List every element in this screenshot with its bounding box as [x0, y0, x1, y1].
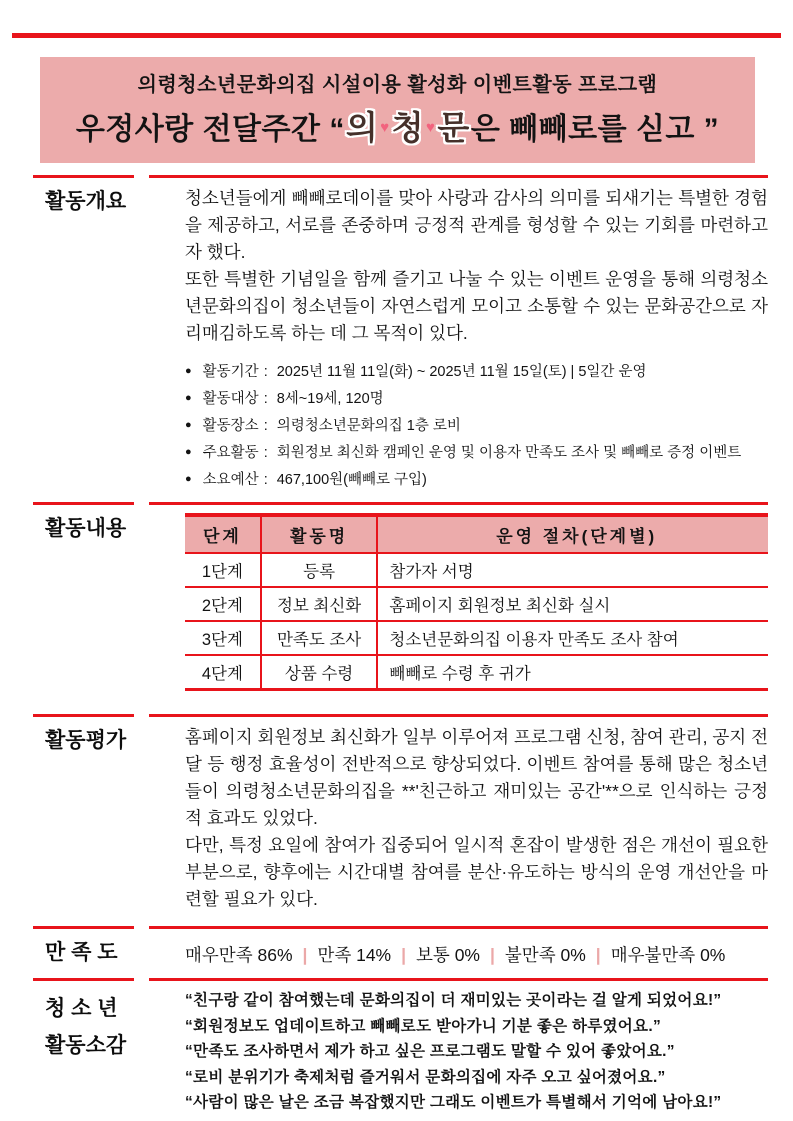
- bullet-item: ● 활동대상 : 8세~19세, 120명: [185, 391, 384, 407]
- table-cell: 1단계: [185, 553, 261, 587]
- table-row: [185, 621, 768, 655]
- table-cell: 정보 최신화: [261, 587, 378, 621]
- section-divider: [33, 926, 768, 929]
- title-suffix: 은 빼빼로를 싣고 ”: [470, 113, 720, 146]
- bullet-item: ● 활동장소 : 의령청소년문화의집 1층 로비: [185, 418, 461, 434]
- stat-separator: |: [595, 945, 601, 965]
- stat-very-satisfied: 매우만족 86%: [185, 945, 293, 965]
- table-cell: 4단계: [201, 665, 243, 683]
- stat-dissatisfied: 불만족 0%: [504, 945, 586, 965]
- table-cell: 홈페이지 회원정보 최신화 실시: [377, 587, 768, 621]
- program-title: [46, 102, 749, 149]
- table-cell: 2단계: [185, 587, 261, 621]
- section-divider: [33, 978, 768, 981]
- overview-bullet-list: [185, 358, 768, 493]
- bullet-item: ● 소요예산 : 467,100원(빼빼로 구입): [185, 472, 427, 488]
- comment-quote: “사람이 많은 날은 조금 복잡했지만 그래도 이벤트가 특별해서 기억에 남아요!”: [185, 1094, 722, 1111]
- styled-char-cheong: 청: [391, 109, 425, 146]
- bullet-icon: ●: [185, 392, 192, 404]
- table-header-cell: 운영 절차(단계별): [377, 515, 768, 553]
- table-row: [185, 655, 768, 690]
- section-evaluation: [33, 724, 768, 913]
- evaluation-paragraph: 다만, 특정 요일에 참여가 집중되어 일시적 혼잡이 발생한 점은 개선이 필요한 부분으로, 향후에는 시간대별 참여를 분산·유도하는 방식의 운영 개선안을 마련할 필요가 있다.: [185, 835, 768, 909]
- title-banner: [40, 57, 755, 163]
- evaluation-paragraph: 홈페이지 회원정보 최신화가 일부 이루어져 프로그램 신청, 참여 관리, 공지 전달 등 행정 효율성이 전반적으로 향상되었다. 이벤트 참여를 통해 많은 청소년들이 의령청소년문화의집을 **'친근하고 재미있는 공간'**으로 인식하는 긍정적 효과도 있었다.: [185, 727, 768, 828]
- comment-quote: “회원정보도 업데이트하고 빼빼로도 받아가니 기분 좋은 하루였어요.”: [185, 1017, 661, 1035]
- title-prefix: 우정사랑 전달주간 “: [75, 113, 345, 146]
- comment-quote: “로비 분위기가 축제처럼 즐거워서 문화의집에 자주 오고 싶어졌어요.”: [185, 1068, 666, 1086]
- comment-quote: “친구랑 같이 참여했는데 문화의집이 더 재미있는 곳이라는 걸 알게 되었어요!”: [185, 992, 722, 1009]
- table-cell: 청소년문화의집 이용자 만족도 조사 참여: [377, 621, 768, 655]
- bullet-icon: ●: [185, 365, 192, 377]
- overview-paragraph: 또한 특별한 기념일을 함께 즐기고 나눌 수 있는 이벤트 운영을 통해 의령청소년문화의집이 청소년들이 자연스럽게 모이고 소통할 수 있는 문화공간으로 자리매김하도록 하는 데 그 목적이 있다.: [185, 269, 768, 343]
- section-comments: [33, 988, 768, 1116]
- bullet-item: ● 활동기간 : 2025년 11월 11일(화) ~ 2025년 11월 15일(토) | 5일간 운영: [185, 364, 647, 380]
- program-subtitle: 의령청소년문화의집 시설이용 활성화 이벤트활동 프로그램: [137, 74, 658, 96]
- section-comments-label: 청 소 년 활동소감: [45, 997, 127, 1057]
- table-cell: 상품 수령: [261, 655, 378, 690]
- table-header-cell: 단계: [185, 515, 261, 553]
- stat-very-dissatisfied: 매우불만족 0%: [610, 945, 726, 965]
- table-cell: 등록: [261, 553, 378, 587]
- table-row: [185, 553, 768, 587]
- section-overview-label: 활동개요: [45, 190, 127, 213]
- section-satisfaction: [33, 936, 768, 971]
- section-content: [33, 512, 768, 691]
- table-cell: 만족도 조사: [261, 621, 378, 655]
- bullet-icon: ●: [185, 446, 192, 458]
- table-cell: 3단계: [185, 621, 261, 655]
- overview-paragraph: 청소년들에게 빼빼로데이를 맞아 사랑과 감사의 의미를 되새기는 특별한 경험을 제공하고, 서로를 존중하며 긍정적 관계를 형성할 수 있는 기회를 마련하고자 했다.: [185, 188, 768, 262]
- stat-satisfied: 만족 14%: [317, 945, 392, 965]
- section-overview: [33, 185, 768, 493]
- table-row: [185, 587, 768, 621]
- table-cell: 참가자 서명: [377, 553, 768, 587]
- stat-separator: |: [490, 945, 495, 965]
- activity-table: [185, 513, 768, 691]
- section-content-label: 활동내용: [45, 517, 127, 540]
- heart-icon: ♥: [380, 119, 390, 136]
- heart-icon: ♥: [426, 119, 436, 136]
- styled-char-mun: 문: [437, 109, 470, 146]
- bullet-icon: ●: [185, 473, 192, 485]
- styled-char-ui: 의: [345, 109, 379, 146]
- section-divider: [33, 175, 768, 178]
- section-divider: [33, 714, 768, 717]
- table-cell: 빼빼로 수령 후 귀가: [377, 655, 768, 690]
- section-satisfaction-label: 만 족 도: [45, 941, 118, 964]
- bullet-icon: ●: [185, 419, 192, 431]
- comment-quote: “만족도 조사하면서 제가 하고 싶은 프로그램도 말할 수 있어 좋았어요.”: [185, 1043, 675, 1060]
- stat-neutral: 보통 0%: [416, 945, 480, 965]
- table-header-cell: 활동명: [261, 515, 378, 553]
- satisfaction-stats: [185, 936, 768, 971]
- top-red-rule: [12, 33, 781, 38]
- stat-separator: |: [401, 945, 407, 965]
- section-evaluation-label: 활동평가: [45, 729, 127, 752]
- stat-separator: |: [302, 945, 308, 965]
- table-header-row: [185, 515, 768, 553]
- bullet-item: ● 주요활동 : 회원정보 최신화 캠페인 운영 및 이용자 만족도 조사 및 빼빼로 증정 이벤트: [185, 445, 742, 461]
- section-divider: [33, 502, 768, 505]
